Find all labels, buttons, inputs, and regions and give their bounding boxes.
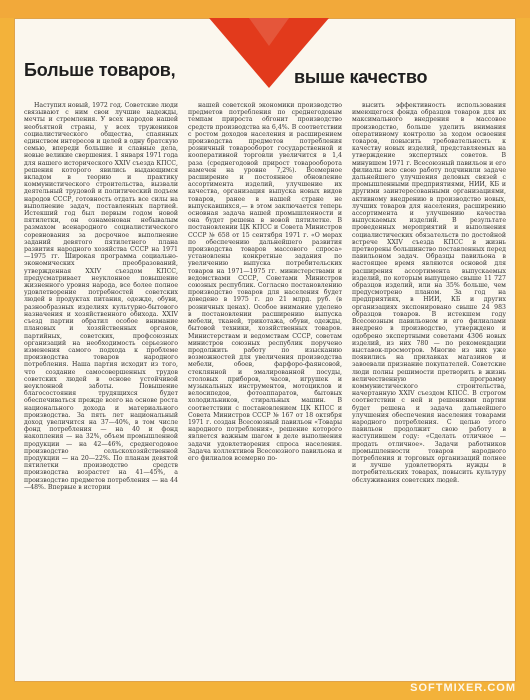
article-text: Наступил новый, 1972 год. Советские люди связывают с ним свои лучшие надежды, мечты и стремления. У всех народов нашей необъятной страны, у всех тружеников социалистического общества, спаянных единством интересов и целей в одну братскую семью, впереди большие и славные дела, новые великие свершения. 1 января 1971 года для нашего исторического XXIV съезда КПСС, решения которого явились выдающимся вкладом в теорию и практику коммунистического строительства, вызвали деятельный трудовой и политический подъем народов СССР, готовность отдать все силы на выполнение задач, поставленных партией. Истекший год был первым годом новой пятилетки, он ознаменован небывалым размахом всенародного социалистического соревнования за досрочное выполнение заданий девятого пятилетнего плана развития народного хозяйства СССР на 1971—1975 гг. Широкая программа социально-экономических преобразований, утвержденная XXIV съездом КПСС, предусматривает неуклонное повышение жизненного уровня народа, все более полное удовлетворение потребностей советских людей в продуктах питания, одежде, обуви, разнообразных изделиях культурно-бытового назначения и хозяйственного обихода. XXIV съезд партии обратил особое внимание плановых и хозяйственных органов, партийных, советских, профсоюзных организаций на необходимость серьезного изменения самого подхода к проблеме производства товаров народного потребления. Наша партия исходит из того, что создание самосовершенных трудов советских людей в основе устойчивой неуклонной заботы. Повышение благосостояния трудящихся будет обеспечиваться прежде всего на основе роста национального дохода и материального производства. За пять лет национальный доход увеличится на 37—40%, в том числе фонд потребления — на 40 и фонд накопления — на 32%, объем промышленной продукции — на 42—46%, среднегодовое производство сельскохозяйственной продукции — на 20—22%. По планам девятой пятилетки производство средств производства возрастет на 41—45%, а производство предметов потребления — на 44—48%. Впервые в истории	[24, 102, 178, 491]
headline-left: Больше товаров,	[24, 60, 176, 80]
article-column-2	[188, 102, 342, 668]
article-columns	[24, 102, 506, 668]
headline-right: выше качество	[294, 67, 428, 87]
article-text: нашей советской экономики производство предметов потребления по среднегодовым темпам прироста обгонит производство средств производства на 6,4%. В соответствии с ростом доходов населения и расширением производства предметов потребления розничный товарооборот государственной и кооперативной торговли увеличится в 1,4 раза (среднегодовой прирост товарооборота намечен на уровне 7,2%). Всемерное расширение и постоянное обновление ассортимента изделий, улучшение их качества, организация выпуска новых видов товаров, ранее в нашей стране не выпускавшихся,— в этом заключается теперь основная задача нашей промышленности и она будет решена в новой пятилетке. В постановлении ЦК КПСС и Совета Министров СССР № 658 от 15 сентября 1971 г. «О мерах по обеспечению дальнейшего развития производства товаров массового спроса» установлены конкретные задания по увеличению выпуска потребительских товаров на 1971—1975 гг. министерствами и ведомствами СССР, Советами Министров союзных республик. Согласно постановлению производство товаров для населения будет доведено в 1975 г. до 21 млрд. руб. (в розничных ценах). Особое внимание уделено в постановлении расширению выпуска мебели, тканей, трикотажа, обуви, одежды, бытовой техники, хозяйственных товаров. Министерствам и ведомствам СССР, советам министров союзных республик поручено продолжить работу по изысканию возможностей для увеличения производства мебели, обоев, фарфоро-фаянсовой, стеклянной и эмалированной посуды, столовых приборов, часов, игрушек и музыкальных инструментов, мотоциклов и велосипедов, фотоаппаратов, бытовых холодильников, стиральных машин. В соответствии с постановлением ЦК КПСС и Совета Министров СССР № 167 от 18 октября 1971 г. создан Всесоюзный павильон «Товары народного потребления», решение которого является важным шагом в деле выполнения задачи удовлетворения спроса населения. Задача коллективов Всесоюзного павильона и его филиалов всемерно по-	[188, 102, 342, 462]
watermark: SOFTMIXER.COM	[410, 682, 516, 694]
article-column-3	[352, 102, 506, 668]
top-border	[0, 0, 530, 18]
article-text: высить эффективность использования имеющегося фонда образцов товаров для их максимального внедрения в массовое производство, больше уделить внимания оперативному контролю за ходом освоения товаров, повысить требовательность к качеству новых изделий, представляемых на утверждение экспертных советов. В минувшем 1971 г. Всесоюзный павильон и его филиалы всю свою работу подчинили задаче дальнейшего улучшения деловых связей с промышленными предприятиями, НИИ, КБ и другими заинтересованными организациями, активному внедрению в производство новых, лучших товаров для населения, расширению ассортимента и улучшению качества выпускаемых изделий. В результате проведенных мероприятий и выполнения социалистических обязательств по достойной встрече XXIV съезда КПСС в жизнь претворены большинство поставленных перед павильоном задач. Образцы павильона в настоящее время являются основой для расширения ассортимента выпускаемых изделий, по которым выпущено свыше 11 727 образцов изделий, или на 35% больше, чем предусмотрено планом. За год на предприятиях, в НИИ, КБ и других организациях экспонировано свыше 24 983 образцов товаров. В истекшем году Всесоюзным павильоном и его филиалами внедрено в производство, утверждено и одобрено экспертными советами 4306 новых изделий, из них 780 — по рекомендации выставок-просмотров. Многие из них уже появились на прилавках магазинов и завоевали признание покупателей. Советские люди полны решимости претворить в жизнь величественную программу коммунистического строительства, начертанную XXIV съездом КПСС. В строгом соответствии с ней и решениями партии будет решена и задача дальнейшего улучшения обеспечения населения товарами народного потребления. С целью этого павильон продолжит свою работу в наступившем году: «Сделать отличное — продать отличное». Задачи работников промышленности товаров народного потребления и торговых организаций полнее и лучше удовлетворять нужды в потребительских товарах, повысить культуру обслуживания советских людей.	[352, 102, 506, 484]
magazine-page	[14, 18, 516, 682]
article-column-1	[24, 102, 178, 668]
